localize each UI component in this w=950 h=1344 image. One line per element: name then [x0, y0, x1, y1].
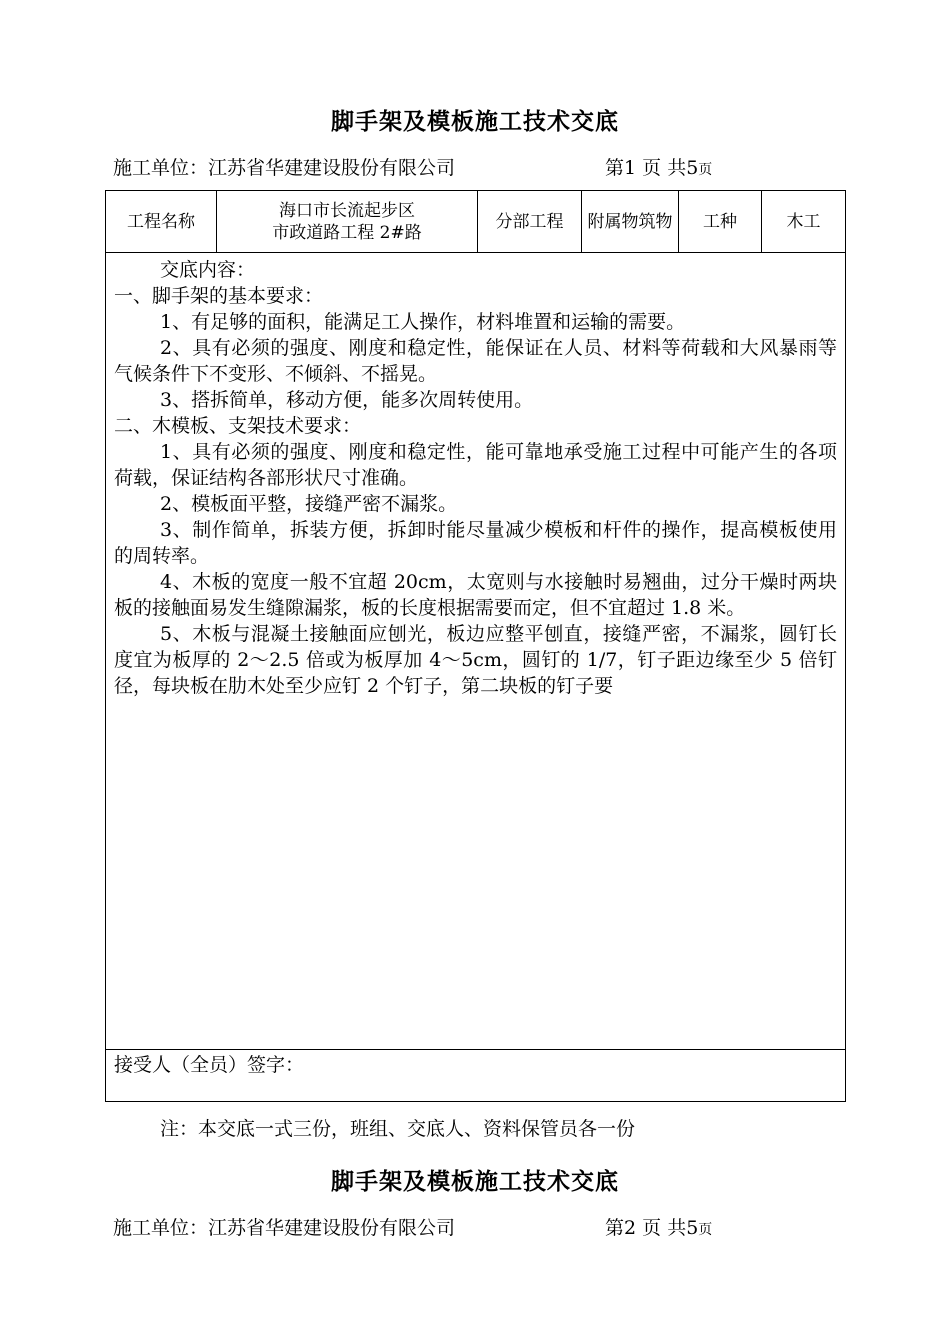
content-paragraph: 1、有足够的面积，能满足工人操作，材料堆置和运输的需要。 — [160, 311, 686, 333]
disclosure-table — [105, 190, 846, 1102]
footer-note: 注：本交底一式三份，班组、交底人、资料保管员各一份 — [160, 1118, 636, 1140]
table-header-row — [106, 191, 846, 253]
construction-unit: 施工单位：江苏省华建建设股份有限公司 — [113, 1217, 456, 1239]
content-paragraph: 3、搭拆简单，移动方便，能多次周转使用。 — [160, 389, 534, 411]
page-indicator: 第2 页 共5页 — [605, 1217, 713, 1239]
construction-unit-line-page2 — [113, 1213, 843, 1240]
page-number: 1 — [624, 157, 637, 179]
content-paragraph: 5、木板与混凝土接触面应刨光，板边应整平刨直，接缝严密，不漏浆，圆钉长度宜为板厚的 2～2.5 倍或为板厚加 4～5cm，圆钉的 1/7，钉子距边缘至少 5 倍钉径，每块板在肋木处至少应钉 2 个钉子，第二块板的钉子要 — [114, 623, 837, 697]
signature-field: 接受人（全员）签字： — [106, 1050, 846, 1102]
content-paragraph: 1、具有必须的强度、刚度和稳定性，能可靠地承受施工过程中可能产生的各项荷载，保证结构各部形状尺寸准确。 — [114, 441, 837, 489]
content-paragraph: 2、模板面平整，接缝严密不漏浆。 — [160, 493, 458, 515]
page-total: 5 — [686, 157, 699, 179]
trade-label: 工种 — [679, 191, 762, 253]
project-name-value: 海口市长流起步区 市政道路工程 2#路 — [217, 191, 478, 253]
construction-unit-line — [113, 153, 843, 180]
division-label: 分部工程 — [478, 191, 582, 253]
page-number: 2 — [624, 1217, 637, 1239]
page-total: 5 — [686, 1217, 699, 1239]
division-value: 附属物筑物 — [582, 191, 679, 253]
document-title: 脚手架及模板施工技术交底 — [331, 108, 619, 135]
trade-value: 木工 — [762, 191, 846, 253]
content-paragraph: 4、木板的宽度一般不宜超 20cm，太宽则与水接触时易翘曲，过分干燥时两块板的接触面易发生缝隙漏浆，板的长度根据需要而定，但不宜超过 1.8 米。 — [114, 571, 837, 619]
page-indicator: 第1 页 共5页 — [605, 157, 713, 179]
section-heading: 一、脚手架的基本要求： — [114, 285, 324, 307]
section-heading: 二、木模板、支架技术要求： — [114, 415, 362, 437]
content-heading: 交底内容： — [160, 259, 256, 281]
project-name-label: 工程名称 — [106, 191, 217, 253]
content-paragraph: 2、具有必须的强度、刚度和稳定性，能保证在人员、材料等荷载和大风暴雨等气候条件下不变形、不倾斜、不摇晃。 — [114, 337, 837, 385]
content-paragraph: 3、制作简单，拆装方便，拆卸时能尽量减少模板和杆件的操作，提高模板使用的周转率。 — [114, 519, 837, 567]
disclosure-content — [106, 253, 846, 1050]
document-title-page2: 脚手架及模板施工技术交底 — [331, 1168, 619, 1195]
construction-unit: 施工单位：江苏省华建建设股份有限公司 — [113, 157, 456, 179]
